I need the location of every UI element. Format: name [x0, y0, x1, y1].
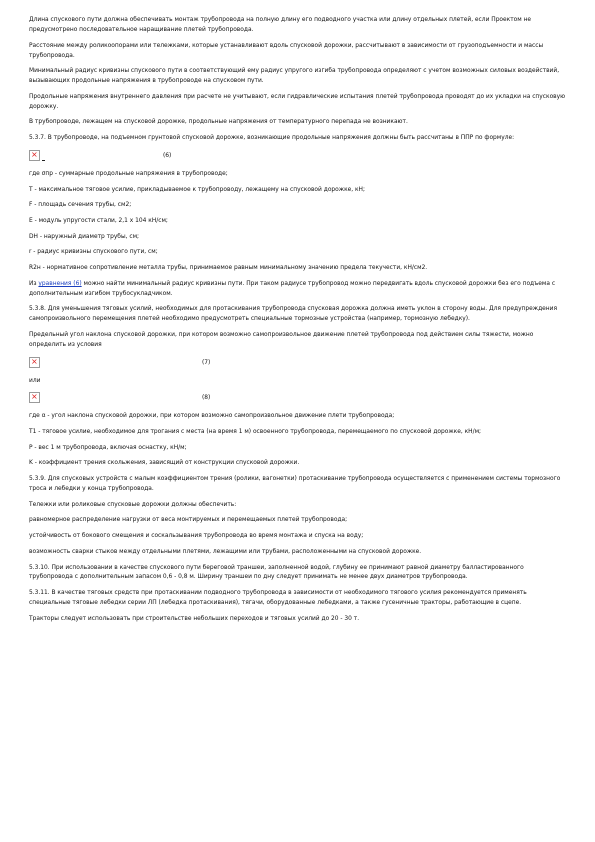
formula-underline [42, 150, 45, 161]
formula-number: (8) [202, 395, 211, 402]
paragraph: T - максимальное тяговое усилие, прикладываемое к трубопроводу, лежащему на спусковой дорожке, кН; [29, 186, 365, 193]
paragraph: F - площадь сечения трубы, см2; [29, 202, 132, 209]
paragraph: В трубопроводе, лежащем на спусковой дорожке, продольные напряжения от температурного перепада не возникают. [29, 119, 408, 126]
paragraph: где σпр - суммарные продольные напряжения в трубопроводе; [29, 170, 228, 177]
paragraph: 5.3.9. Для спусковых устройств с малым коэффициентом трения (ролики, вагонетки) протаскивание трубопровода осуществляется с применением системы тормозного троса и лебедки у конца трубопровода. [29, 476, 561, 493]
paragraph: Предельный угол наклона спусковой дорожки, при котором возможно самопроизвольное движение плетей трубопровода под действием силы тяжести, можно определить из условия [29, 331, 534, 348]
paragraph: где α - угол наклона спусковой дорожки, при котором возможно самопроизвольное движение плети трубопровода; [29, 413, 395, 420]
paragraph: DH - наружный диаметр трубы, см; [29, 233, 140, 240]
formula-7-row [29, 357, 567, 371]
paragraph-prefix: Из [29, 280, 39, 287]
paragraph: возможность сварки стыков между отдельными плетями, лежащими или трубами, расположенными на спусковой дорожке. [29, 548, 422, 555]
paragraph: K - коэффициент трения скольжения, зависящий от конструкции спусковой дорожки. [29, 460, 300, 467]
paragraph: или [29, 377, 41, 384]
paragraph: 5.3.8. Для уменьшения тяговых усилий, необходимых для протаскивания трубопровода спусковая дорожка должна иметь уклон в сторону воды. Для предупреждения самопроизвольного перемещения плетей необходимо предусмотреть специальные тормозные устройства (например, тормозную лебедку). [29, 306, 557, 323]
paragraph-with-link [29, 280, 567, 300]
paragraph: устойчивость от бокового смещения и соскальзывания трубопровода во время монтажа и спуска на воду; [29, 533, 364, 540]
paragraph: Расстояние между роликоопорами или тележками, которые устанавливают вдоль спусковой дорожки, рассчитывают в зависимости от грузоподъемности и массы трубопровода. [29, 42, 544, 59]
paragraph: равномерное распределение нагрузки от веса монтируемых и перемещаемых плетей трубопровода; [29, 517, 348, 524]
broken-image-icon: × [29, 150, 40, 161]
document-page [29, 16, 567, 630]
paragraph: Тракторы следует использовать при строительстве небольших переходов и тяговых усилий до 20 - 30 т. [29, 615, 360, 622]
paragraph: P - вес 1 м трубопровода, включая оснастку, кН/м; [29, 444, 187, 451]
paragraph: r - радиус кривизны спускового пути, см; [29, 249, 158, 256]
formula-6-row [29, 150, 567, 164]
paragraph: Минимальный радиус кривизны спускового пути в соответствующий ему радиус упругого изгиба трубопровода определяют с учетом возможных силовых воздействий, вызывающих продольные напряжения в трубопроводе на спусковом пути. [29, 68, 560, 85]
broken-image-icon: × [29, 357, 40, 368]
paragraph: R2н - нормативное сопротивление металла трубы, принимаемое равным минимальному значению предела текучести, кН/см2. [29, 265, 428, 272]
broken-image-icon: × [29, 392, 40, 403]
formula-8-row [29, 392, 567, 406]
paragraph: 5.3.7. В трубопроводе, на подъемном грунтовой спусковой дорожке, возникающие продольные напряжения должны быть рассчитаны в ППР по формуле: [29, 135, 515, 142]
paragraph: Тележки или роликовые спусковые дорожки должны обеспечить: [29, 501, 237, 508]
equation-6-link[interactable]: уравнения (6) [38, 280, 82, 287]
paragraph: 5.3.10. При использовании в качестве спускового пути береговой траншеи, заполненной водой, глубину ее принимают равной диаметру балластированного трубопровода с дополнительным запасом 0,6 - 0,8 м. Ширину траншеи по дну следует принимать не менее двух диаметров трубопровода. [29, 564, 524, 581]
paragraph-suffix: можно найти минимальный радиус кривизны пути. При таком радиусе трубопровод можно передвигать вдоль спусковой дорожки без его подъема с дополнительным изгибом трубосукладчиком. [29, 280, 556, 297]
paragraph: Длина спускового пути должна обеспечивать монтаж трубопровода на полную длину его подводного участка или длину отдельных плетей, если Проектом не предусмотрено последовательное наращивание плетей трубопровода. [29, 17, 532, 33]
paragraph: 5.3.11. В качестве тяговых средств при протаскивании подводного трубопровода в зависимости от необходимого тягового усилия рекомендуется применять специальные тяговые лебедки серии ЛП (лебедка протаскивания), тягачи, оборудованные лебедками, а также гусеничные тракторы, работающие в сцепе. [29, 590, 527, 607]
formula-number: (7) [202, 359, 211, 366]
formula-number: (6) [163, 152, 172, 159]
paragraph: E - модуль упругости стали, 2,1 x 104 кН/см; [29, 217, 168, 224]
paragraph: Продольные напряжения внутреннего давления при расчете не учитывают, если гидравлические испытания плетей трубопровода проводят до их укладки на спусковую дорожку. [29, 93, 566, 110]
paragraph: T1 - тяговое усилие, необходимое для трогания с места (на время 1 м) освоенного трубопровода, перемещаемого по спусковой дорожке, кН/м; [29, 429, 482, 435]
